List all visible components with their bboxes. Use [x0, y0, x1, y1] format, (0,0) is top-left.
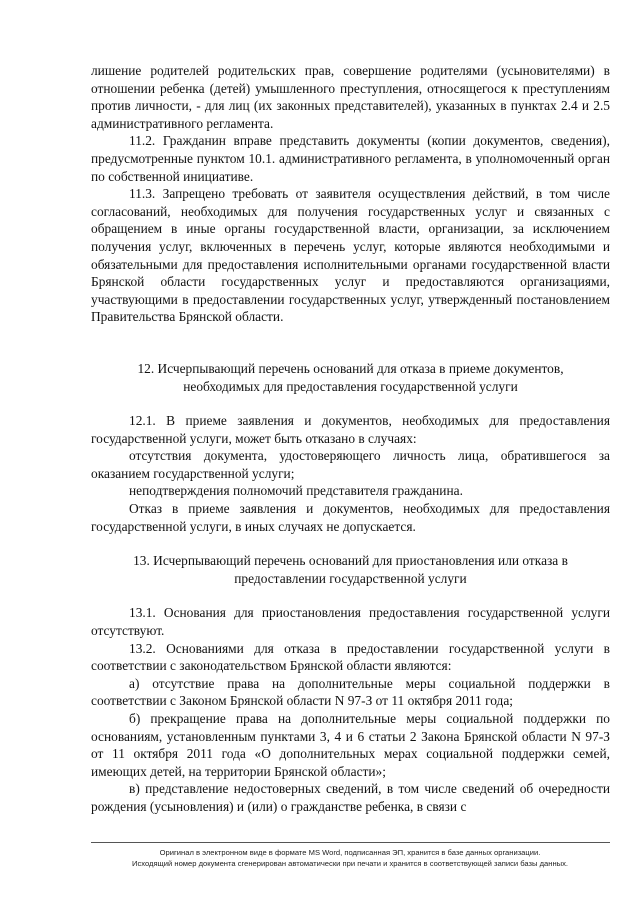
- paragraph: 12.1. В приеме заявления и документов, необходимых для предоставления государственной услуги, может быть отказано в случаях:: [91, 413, 610, 446]
- paragraph: 11.3. Запрещено требовать от заявителя осуществления действий, в том числе согласований, необходимых для получения государственных услуг и связанных с обращением в иные органы государственной власти, организации, за исключением получения услуг, включенных в перечень услуг, которые являются необходимыми и обязательными для предоставления исполнительными органами государственной власти Брянской области государственных услуг и предоставляются организациями, участвующими в предоставлении государственных услуг, утвержденный постановлением Правительства Брянской области.: [91, 186, 610, 325]
- document-body: [91, 62, 610, 816]
- section-heading-12: 12. Исчерпывающий перечень оснований для отказа в приеме документов, необходимых для предоставления государственной услуги: [137, 360, 564, 394]
- spacer: [91, 535, 610, 552]
- paragraph: 13.1. Основания для приостановления предоставления государственной услуги отсутствуют.: [91, 605, 610, 639]
- paragraph: а) отсутствие права на дополнительные меры социальной поддержки в соответствии с Законом Брянской области N 97-З от 11 октября 2011 года;: [91, 675, 610, 709]
- paragraph: отсутствия документа, удостоверяющего личность лица, обратившегося за оказанием государственной услуги;: [91, 448, 610, 481]
- section-heading-13: 13. Исчерпывающий перечень оснований для приостановления или отказа в предоставлении государственной услуги: [133, 553, 568, 586]
- paragraph: б) прекращение права на дополнительные меры социальной поддержки по основаниям, установленным пунктами 3, 4 и 6 статьи 2 Закона Брянской области N 97-З от 11 октября 2011 года «О дополнительных мерах социальной поддержки семей, имеющих детей, на территории Брянской области»;: [91, 711, 610, 779]
- paragraph: лишение родителей родительских прав, совершение родителями (усыновителями) в отношении ребенка (детей) умышленного преступления, относящегося к преступлениям против личности, - для лиц (их законных представителей), указанных в пунктах 2.4 и 2.5 административного регламента.: [91, 63, 610, 131]
- footer-divider: [91, 842, 610, 843]
- paragraph: 13.2. Основаниями для отказа в предоставлении государственной услуги в соответствии с законодательством Брянской области являются:: [91, 640, 610, 674]
- paragraph: неподтверждения полномочий представителя гражданина.: [129, 483, 463, 499]
- footer-line: Оригинал в электронном виде в формате MS Word, подписанная ЭП, хранится в базе данных организации.: [159, 848, 541, 857]
- paragraph: в) представление недостоверных сведений, в том числе сведений об очередности рождения (усыновления) и (или) о гражданстве ребенка, в связи с: [91, 781, 610, 814]
- paragraph: 11.2. Гражданин вправе представить документы (копии документов, сведения), предусмотренные пунктом 10.1. административного регламента, в уполномоченный орган по собственной инициативе.: [91, 133, 610, 184]
- spacer: [91, 395, 610, 412]
- spacer: [91, 326, 610, 360]
- page-footer: [60, 847, 640, 869]
- footer-line: Исходящий номер документа сгенерирован автоматически при печати и хранится в соответствующей записи базы данных.: [131, 859, 568, 868]
- paragraph: Отказ в приеме заявления и документов, необходимых для предоставления государственной услуги, в иных случаях не допускается.: [91, 501, 610, 534]
- spacer: [91, 587, 610, 604]
